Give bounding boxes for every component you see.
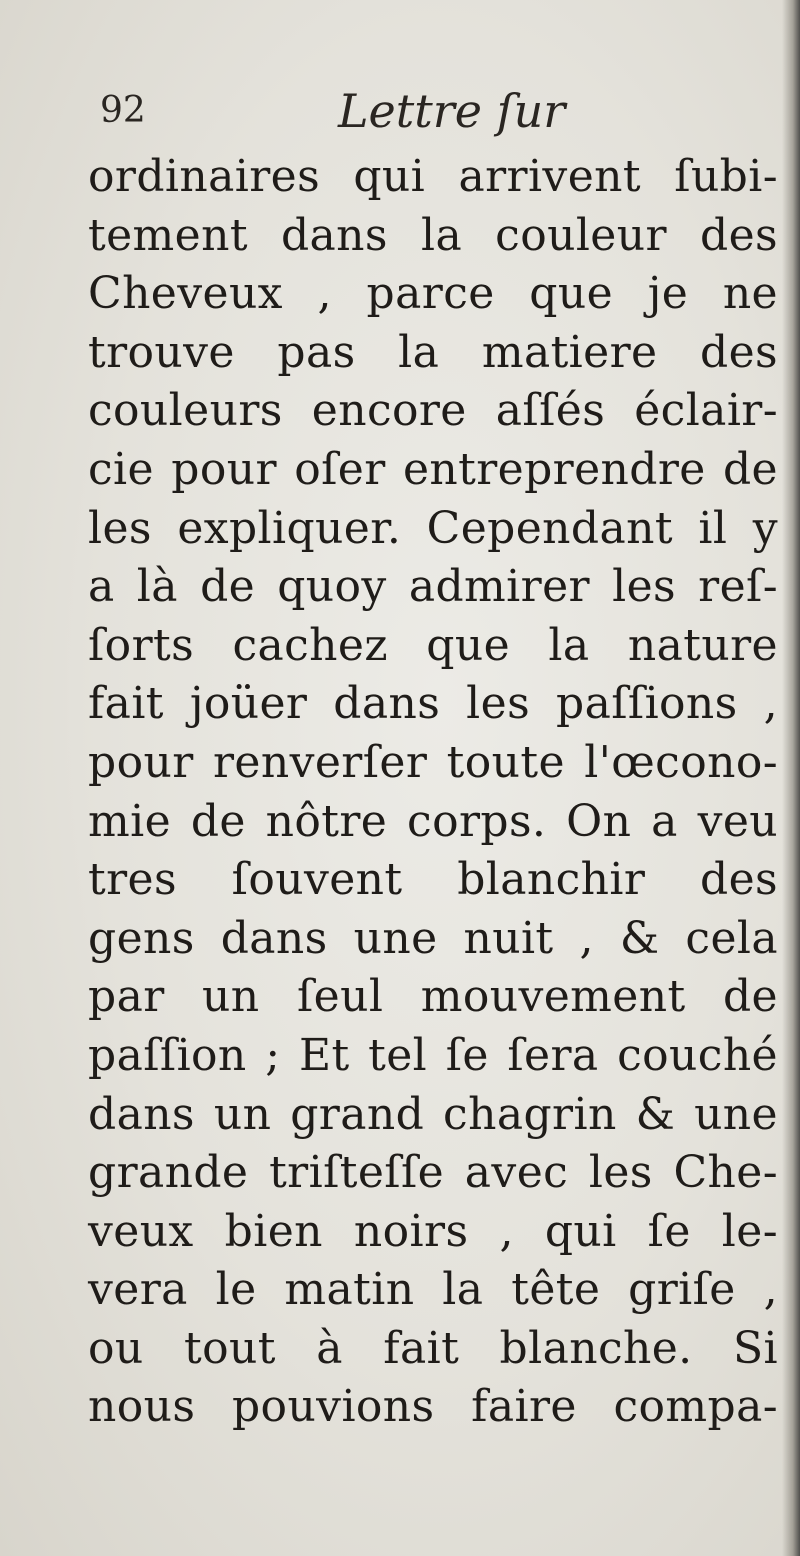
text-line: cie pour oſer entreprendre de — [88, 443, 778, 495]
body-text — [88, 148, 778, 1437]
text-line: gens dans une nuit , & cela — [88, 912, 778, 964]
text-line: fait joüer dans les paſſions , — [88, 678, 778, 730]
page-number: 92 — [100, 90, 146, 131]
text-line: par un ſeul mouvement de — [88, 971, 778, 1023]
text-line: a là de quoy admirer les reſ- — [88, 561, 778, 613]
text-line: ſorts cachez que la nature — [88, 619, 778, 671]
text-line: grande triſteſſe avec les Che- — [88, 1147, 778, 1199]
text-line: tement dans la couleur des — [88, 209, 778, 261]
running-title: Lettre ſur — [338, 84, 566, 138]
text-line: trouve pas la matiere des — [88, 326, 778, 378]
text-line: les expliquer. Cependant il y — [88, 502, 778, 554]
text-line: dans un grand chagrin & une — [88, 1088, 778, 1140]
text-line: vera le matin la tête griſe , — [88, 1264, 778, 1316]
text-line: Cheveux , parce que je ne — [88, 268, 778, 320]
page-header — [100, 84, 620, 144]
text-line: couleurs encore aſſés éclair- — [88, 385, 778, 437]
text-line: veux bien noirs , qui ſe le- — [88, 1205, 778, 1257]
text-line: ordinaires qui arrivent ſubi- — [88, 151, 778, 202]
text-line: ou tout à fait blanche. Si — [88, 1322, 778, 1374]
text-line: nous pouvions faire compa- — [88, 1381, 778, 1433]
text-line: tres ſouvent blanchir des — [88, 854, 778, 906]
text-line: mie de nôtre corps. On a veu — [88, 795, 778, 847]
text-line: paſſion ; Et tel ſe ſera couché — [88, 1029, 778, 1081]
text-line: pour renverſer toute l'œcono- — [88, 736, 778, 788]
